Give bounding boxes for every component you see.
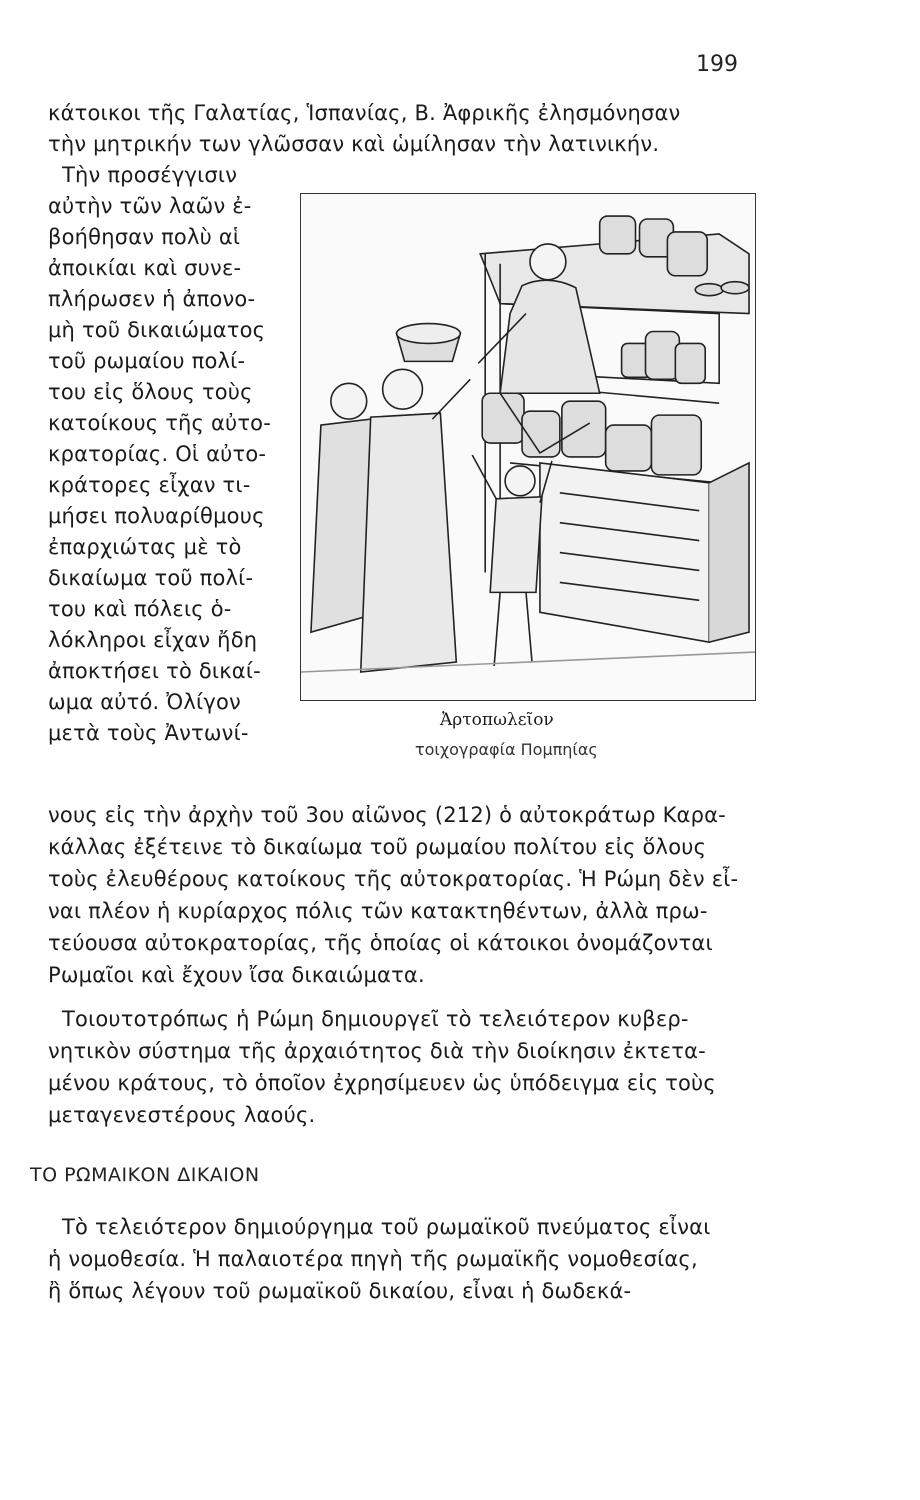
text-line: κατοίκους τῆς αὐτο- bbox=[48, 411, 272, 435]
text-line: τεύουσα αὐτοκρατορίας, τῆς ὁποίας οἱ κάτοικοι ὀνομάζονται bbox=[48, 931, 713, 955]
text-line: μετὰ τοὺς Ἀντωνί- bbox=[48, 721, 249, 745]
text-line: ἀποικίαι καὶ συνε- bbox=[48, 256, 242, 280]
text-line: κάλλας ἐξέτεινε τὸ δικαίωμα τοῦ ρωμαίου πολίτου εἰς ὅλους bbox=[48, 835, 707, 859]
text-line: ἐπαρχιώτας μὲ τὸ bbox=[48, 535, 242, 559]
figure-caption-title: Ἀρτοπωλεῖον bbox=[440, 710, 554, 730]
text-line: νους εἰς τὴν ἀρχὴν τοῦ 3ου αἰῶνος (212) ὁ αὐτοκράτωρ Καρα- bbox=[48, 803, 726, 827]
text-line: μεταγενεστέρους λαούς. bbox=[48, 1103, 316, 1127]
text-line: Τὴν προσέγγισιν bbox=[62, 163, 238, 187]
text-line: λόκληροι εἶχαν ἤδη bbox=[48, 628, 258, 652]
text-line: βοήθησαν πολὺ αἱ bbox=[48, 225, 241, 249]
text-line: μὴ τοῦ δικαιώματος bbox=[48, 318, 266, 342]
figure-caption-source: τοιχογραφία Πομπηίας bbox=[415, 740, 598, 759]
section-heading: ΤΟ ΡΩΜΑΙΚΟΝ ΔΙΚΑΙΟΝ bbox=[30, 1164, 260, 1186]
text-line: κρατορίας. Οἱ αὐτο- bbox=[48, 442, 267, 466]
text-line: τοὺς ἐλευθέρους κατοίκους τῆς αὐτοκρατορίας. Ἡ Ρώμη δὲν εἶ- bbox=[48, 867, 739, 891]
text-line: Ρωμαῖοι καὶ ἔχουν ἴσα δικαιώματα. bbox=[48, 963, 425, 987]
text-line: μένου κράτους, τὸ ὁποῖον ἐχρησίμευεν ὡς ὑπόδειγμα εἰς τοὺς bbox=[48, 1071, 716, 1095]
text-line: ἀποκτήσει τὸ δικαί- bbox=[48, 659, 261, 683]
text-line: αὐτὴν τῶν λαῶν ἐ- bbox=[48, 194, 252, 218]
page-number: 199 bbox=[696, 52, 738, 77]
text-line: κράτορες εἶχαν τι- bbox=[48, 473, 251, 497]
text-line: Τὸ τελειότερον δημιούργημα τοῦ ρωμαϊκοῦ πνεύματος εἶναι bbox=[62, 1215, 711, 1239]
bakery-illustration bbox=[300, 193, 756, 701]
text-line: νητικὸν σύστημα τῆς ἀρχαιότητος διὰ τὴν διοίκησιν ἐκτετα- bbox=[48, 1039, 706, 1063]
text-line: ωμα αὐτό. Ὀλίγον bbox=[48, 690, 241, 714]
text-line: μήσει πολυαρίθμους bbox=[48, 504, 265, 528]
text-line: ναι πλέον ἡ κυρίαρχος πόλις τῶν κατακτηθέντων, ἀλλὰ πρω- bbox=[48, 899, 708, 923]
text-line: του εἰς ὅλους τοὺς bbox=[48, 380, 253, 404]
bakery-drawing bbox=[301, 194, 755, 700]
text-line: του καὶ πόλεις ὁ- bbox=[48, 597, 232, 621]
text-line: τὴν μητρικήν των γλῶσσαν καὶ ὡμίλησαν τὴν λατινικήν. bbox=[48, 132, 660, 156]
text-line: ἡ νομοθεσία. Ἡ παλαιοτέρα πηγὴ τῆς ρωμαϊκῆς νομοθεσίας, bbox=[48, 1247, 698, 1271]
text-line: τοῦ ρωμαίου πολί- bbox=[48, 349, 246, 373]
text-line: πλήρωσεν ἡ ἀπονο- bbox=[48, 287, 256, 311]
text-line: κάτοικοι τῆς Γαλατίας, Ἱσπανίας, Β. Ἀφρικῆς ἐλησμόνησαν bbox=[48, 101, 681, 125]
text-line: ἢ ὅπως λέγουν τοῦ ρωμαϊκοῦ δικαίου, εἶναι ἡ δωδεκά- bbox=[48, 1279, 632, 1303]
text-line: Τοιουτοτρόπως ἡ Ρώμη δημιουργεῖ τὸ τελειότερον κυβερ- bbox=[62, 1007, 689, 1031]
text-line: δικαίωμα τοῦ πολί- bbox=[48, 566, 254, 590]
